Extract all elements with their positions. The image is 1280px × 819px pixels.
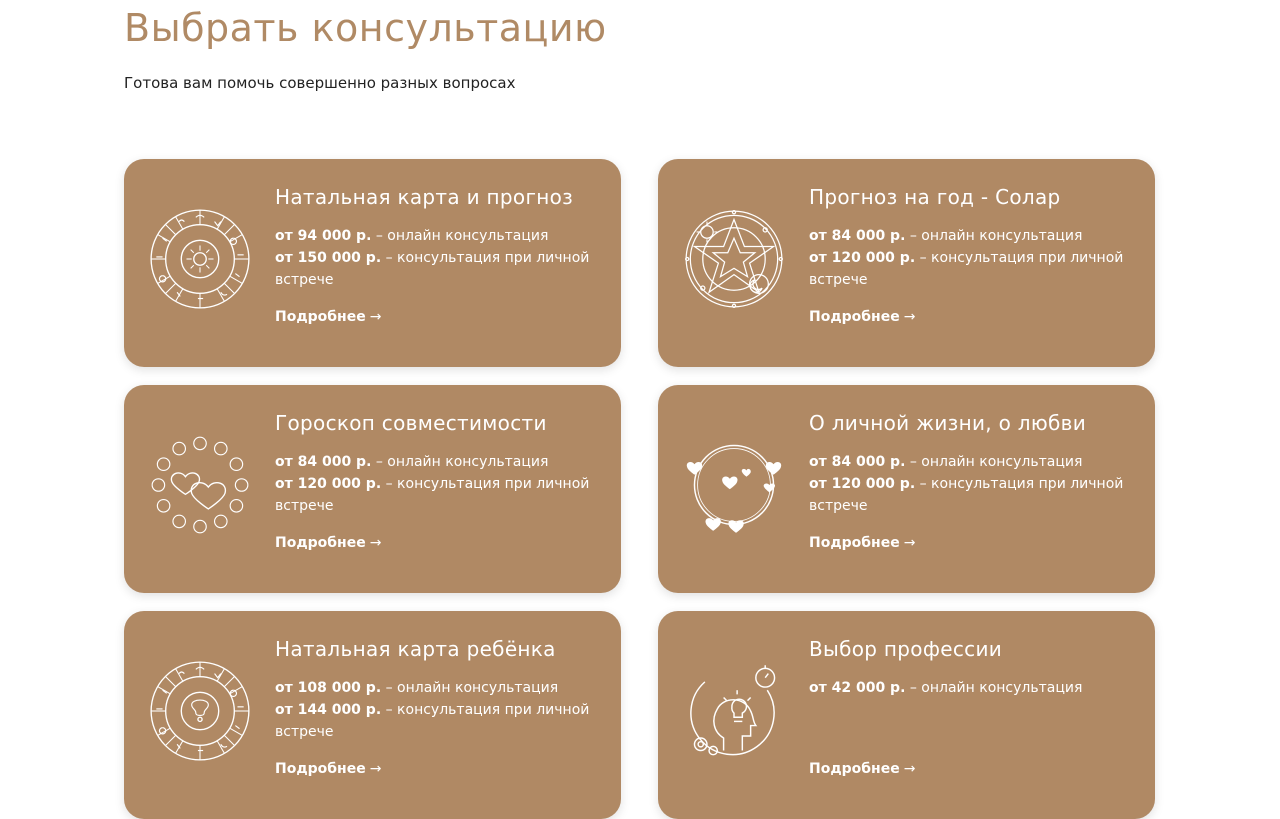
card-title: О личной жизни, о любви (809, 411, 1087, 435)
page-subtitle: Готова вам помочь совершенно разных вопросах (124, 74, 516, 92)
card-career-choice[interactable] (658, 611, 1155, 819)
price-in-person: от 120 000 р. – консультация при личной встрече (809, 476, 1124, 514)
arrow-right-icon: → (369, 309, 382, 325)
card-love-life[interactable] (658, 385, 1155, 593)
more-link[interactable]: Подробнее → (275, 761, 382, 777)
heart-wreath-icon (682, 433, 786, 537)
price-in-person: от 120 000 р. – консультация при личной встрече (275, 476, 590, 514)
price-list (275, 451, 605, 517)
zodiac-wheel-icon (148, 207, 252, 311)
price-in-person: от 120 000 р. – консультация при личной встрече (809, 250, 1124, 288)
card-title: Натальная карта и прогноз (275, 185, 574, 209)
card-child-natal-chart[interactable] (124, 611, 621, 819)
more-link[interactable]: Подробнее → (809, 309, 916, 325)
more-link[interactable]: Подробнее → (275, 309, 382, 325)
arrow-right-icon: → (903, 535, 916, 551)
card-title: Гороскоп совместимости (275, 411, 547, 435)
more-link[interactable]: Подробнее → (809, 761, 916, 777)
price-online: от 42 000 р. – онлайн консультация (809, 680, 1083, 696)
price-in-person: от 144 000 р. – консультация при личной встрече (275, 702, 590, 740)
arrow-right-icon: → (369, 761, 382, 777)
page-title: Выбрать консультацию (124, 6, 607, 50)
price-online: от 84 000 р. – онлайн консультация (809, 228, 1083, 244)
more-link[interactable]: Подробнее → (275, 535, 382, 551)
arrow-right-icon: → (369, 535, 382, 551)
price-list (809, 677, 1139, 699)
price-list (275, 225, 605, 291)
card-title: Прогноз на год - Солар (809, 185, 1061, 209)
price-online: от 108 000 р. – онлайн консультация (275, 680, 559, 696)
card-solar-forecast[interactable] (658, 159, 1155, 367)
idea-head-icon (682, 659, 786, 763)
arrow-right-icon: → (903, 309, 916, 325)
card-natal-chart[interactable] (124, 159, 621, 367)
price-list (809, 225, 1139, 291)
price-list (275, 677, 605, 743)
price-online: от 94 000 р. – онлайн консультация (275, 228, 549, 244)
price-in-person: от 150 000 р. – консультация при личной встрече (275, 250, 590, 288)
compatibility-hearts-icon (148, 433, 252, 537)
more-link[interactable]: Подробнее → (809, 535, 916, 551)
zodiac-wheel-icon (148, 659, 252, 763)
card-title: Натальная карта ребёнка (275, 637, 556, 661)
price-list (809, 451, 1139, 517)
arrow-right-icon: → (903, 761, 916, 777)
solar-chart-icon (682, 207, 786, 311)
price-online: от 84 000 р. – онлайн консультация (275, 454, 549, 470)
price-online: от 84 000 р. – онлайн консультация (809, 454, 1083, 470)
card-title: Выбор профессии (809, 637, 1003, 661)
card-compatibility[interactable] (124, 385, 621, 593)
